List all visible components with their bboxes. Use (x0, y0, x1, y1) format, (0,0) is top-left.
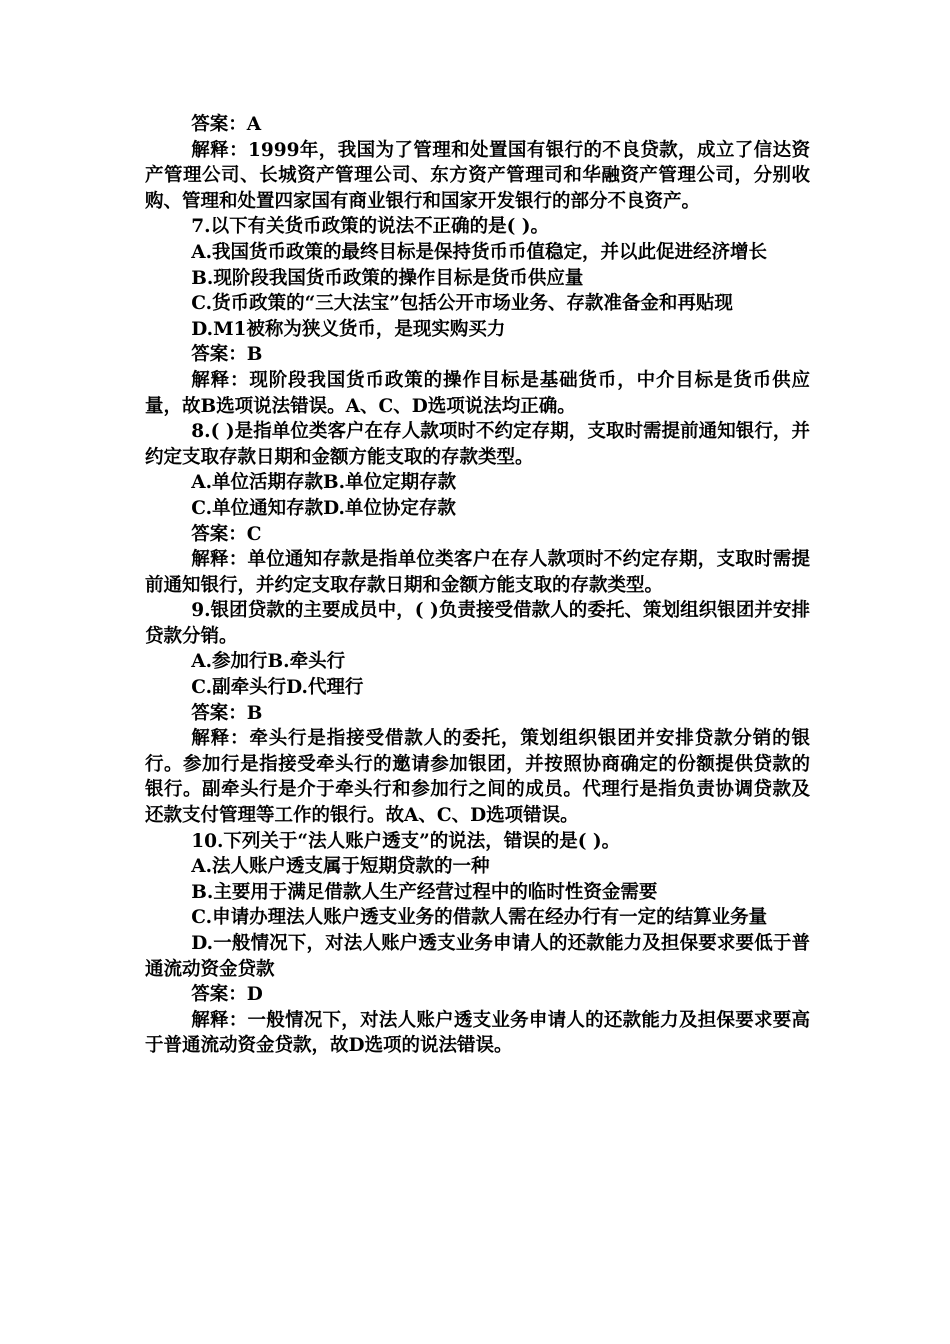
question-10-option-a: A.法人账户透支属于短期贷款的一种 (191, 856, 490, 878)
explanation-8: 解释：单位通知存款是指单位类客户在存人款项时不约定存期，支取时需提前通知银行，并约定支取存款日期和金额方能支取的存款类型。 (145, 549, 810, 596)
explanation-9: 解释：牵头行是指接受借款人的委托，策划组织银团并安排贷款分销的银行。参加行是指接受牵头行的邀请参加银团，并按照协商确定的份额提供贷款的银行。副牵头行是介于牵头行和参加行之间的成员。代理行是指负责协调贷款及还款支付管理等工作的银行。故A、C、D选项错误。 (145, 728, 810, 827)
answer-9: 答案：B (191, 702, 263, 724)
question-8: 8.( )是指单位类客户在存人款项时不约定存期，支取时需提前通知银行，并约定支取存款日期和金额方能支取的存款类型。 (145, 421, 810, 468)
answer-8: 答案：C (191, 523, 262, 545)
question-9-options-ab: A.参加行B.牵头行 (191, 651, 346, 673)
explanation-7: 解释：现阶段我国货币政策的操作目标是基础货币，中介目标是货币供应量，故B选项说法错误。A、C、D选项说法均正确。 (145, 369, 810, 417)
question-10-option-d: D.一般情况下，对法人账户透支业务申请人的还款能力及担保要求要低于普通流动资金贷款 (145, 933, 810, 980)
question-7: 7.以下有关货币政策的说法不正确的是( )。 (191, 216, 550, 238)
question-10: 10.下列关于“法人账户透支”的说法，错误的是( )。 (191, 830, 621, 852)
question-7-option-d: D.M1被称为狭义货币，是现实购买力 (191, 318, 506, 340)
question-8-options-cd: C.单位通知存款D.单位协定存款 (191, 497, 456, 519)
answer-7: 答案：B (191, 344, 263, 366)
question-9-options-cd: C.副牵头行D.代理行 (191, 677, 364, 699)
question-8-options-ab: A.单位活期存款B.单位定期存款 (191, 472, 457, 494)
answer-6: 答案：A (191, 114, 262, 135)
question-7-option-b: B.现阶段我国货币政策的操作目标是货币供应量 (191, 267, 584, 289)
answer-10: 答案：D (191, 984, 263, 1006)
question-10-option-b: B.主要用于满足借款人生产经营过程中的临时性资金需要 (191, 881, 658, 903)
document-body (145, 112, 810, 1059)
question-10-option-c: C.申请办理法人账户透支业务的借款人需在经办行有一定的结算业务量 (191, 907, 768, 929)
explanation-6: 解释：1999年，我国为了管理和处置国有银行的不良贷款，成立了信达资产管理公司、长城资产管理公司、东方资产管理司和华融资产管理公司，分别收购、管理和处置四家国有商业银行和国家开发银行的部分不良资产。 (145, 139, 810, 212)
question-9: 9.银团贷款的主要成员中，( )负责接受借款人的委托、策划组织银团并安排贷款分销。 (145, 600, 810, 647)
question-7-option-c: C.货币政策的“三大法宝”包括公开市场业务、存款准备金和再贴现 (191, 293, 733, 315)
question-7-option-a: A.我国货币政策的最终目标是保持货币币值稳定，并以此促进经济增长 (191, 241, 768, 263)
explanation-10: 解释：一般情况下，对法人账户透支业务申请人的还款能力及担保要求要高于普通流动资金贷款，故D选项的说法错误。 (145, 1009, 810, 1057)
